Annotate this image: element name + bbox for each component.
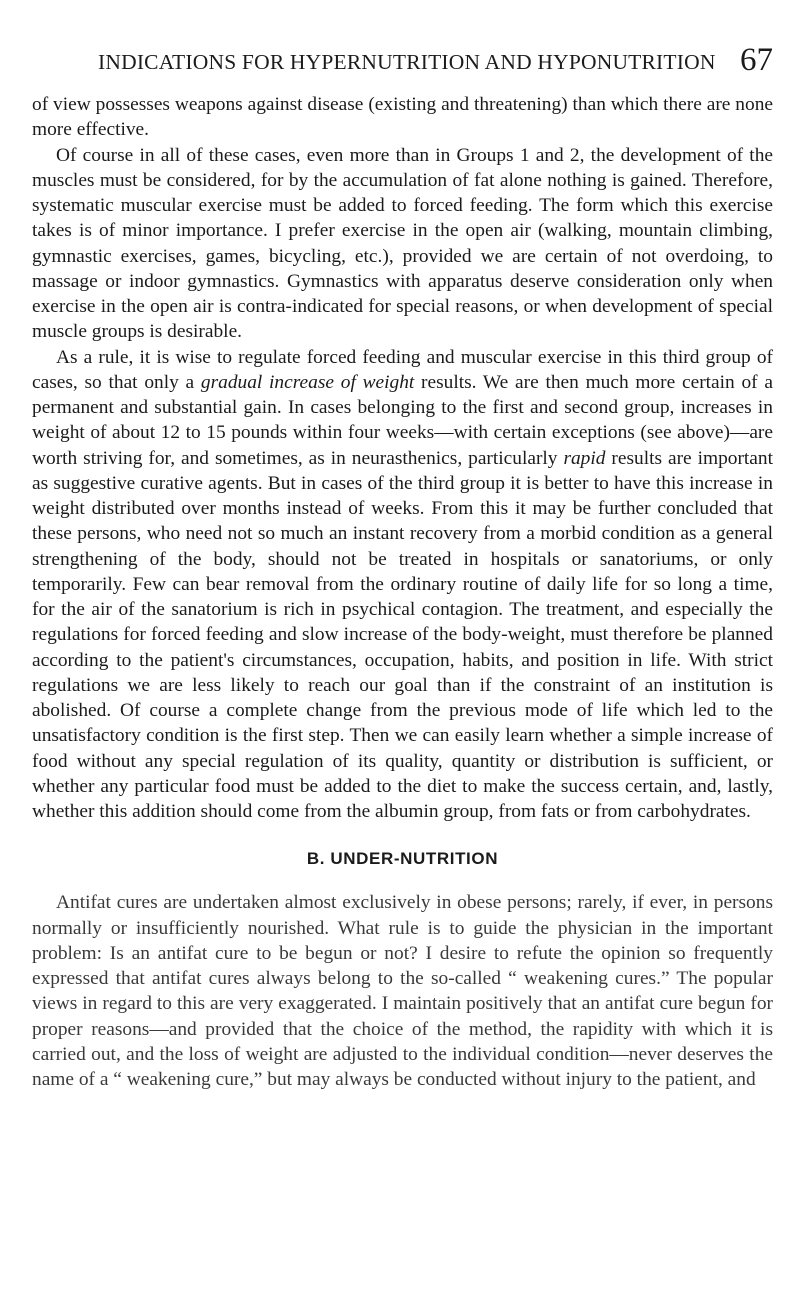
paragraph-text-part: results. We are then much more certain of a permanent and substantial gain. In cases belonging to the first and second group, increases in weight of about 12 to 15 pounds within four weeks—with certain exceptions (see above)—are worth striving for, and sometimes, as in neurasthenics, particularly xyxy=(32,371,773,469)
body-text xyxy=(32,92,773,1092)
running-title: INDICATIONS FOR HYPERNUTRITION AND HYPONUTRITION xyxy=(98,50,716,74)
paragraph-text-part: As a rule, it is wise to regulate forced feeding and muscular exercise in this third group of cases, so that only a xyxy=(32,346,773,393)
page-number: 67 xyxy=(740,42,773,78)
emphasis-rapid: rapid xyxy=(563,447,606,469)
paragraph-gradual-increase xyxy=(32,345,773,825)
paragraph-text-part: results are important as suggestive curative agents. But in cases of the third group it is better to have this increase in weight distributed over months instead of weeks. From this it may be further concluded that these persons, who need not so much an instant recovery from a morbid condition as a general strengthening of the body, should not be treated in hospitals or sanatoriums, or only temporarily. Few can bear removal from the ordinary routine of daily life for so long a time, for the air of the sanatorium is rich in psychical contagion. The treatment, and especially the regulations for forced feeding and slow increase of the body-weight, must therefore be planned according to the patient's circumstances, occupation, habits, and position in life. With strict regulations we are less likely to reach our goal than if the constraint of an institution is abolished. Of course a complete change from the previous mode of life which led to the unsatisfactory condition is the first step. Then we can easily learn whether a simple increase of food without any special regulation of its quality, quantity or distribution is sufficient, or whether any particular food must be added to the diet to make the success certain, and, lastly, whether this addition should come from the albumin group, from fats or from carbohydrates. xyxy=(32,447,773,822)
running-head xyxy=(98,42,773,82)
paragraph-continuation: of view possesses weapons against disease (existing and threatening) than which there are none more effective. xyxy=(32,94,773,141)
paragraph-muscular-exercise: Of course in all of these cases, even more than in Groups 1 and 2, the development of the muscles must be considered, for by the accumulation of fat alone nothing is gained. Therefore, systematic muscular exercise must be added to forced feeding. The form which this exercise takes is of minor importance. I prefer exercise in the open air (walking, mountain climbing, gymnastic exercises, games, bicycling, etc.), provided we are certain of not overdoing, to massage or indoor gymnastics. Gymnastics with apparatus deserve consideration only when exercise in the open air is contra-indicated for special reasons, or when development of special muscle groups is desirable. xyxy=(32,144,773,343)
emphasis-gradual-increase: gradual increase of weight xyxy=(200,371,415,393)
section-heading: B. UNDER-NUTRITION xyxy=(306,849,499,869)
paragraph-antifat-cures: Antifat cures are undertaken almost exclusively in obese persons; rarely, if ever, in persons normally or insufficiently nourished. What rule is to guide the physician in the important problem: Is an antifat cure to be begun or not? I desire to refute the opinion so frequently expressed that antifat cures always belong to the so-called “ weakening cures.” The popular views in regard to this are very exaggerated. I maintain positively that an antifat cure begun for proper reasons—and provided that the choice of the method, the rapidity with which it is carried out, and the loss of weight are adjusted to the individual condition—never deserves the name of a “ weakening cure,” but may always be conducted without injury to the patient, and xyxy=(32,892,773,1090)
